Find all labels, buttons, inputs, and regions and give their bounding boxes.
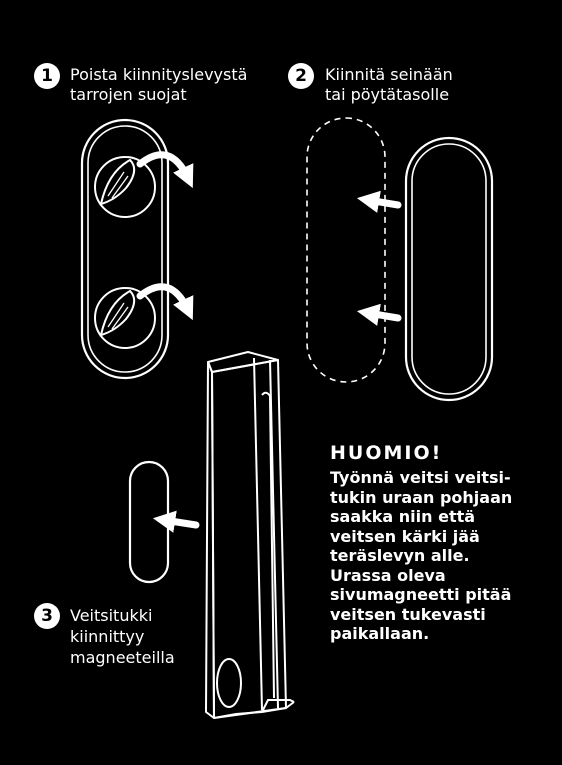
step-2-instruction: Kiinnitä seinään tai pöytätasolle (325, 65, 453, 104)
note-text: Työnnä veitsi veitsi- tukin uraan pohjaan saakka niin että veitsen kärki jää teräslevyn alle. Urassa oleva sivumagneetti pitää veitsen tukevasti paikallaan. (330, 468, 513, 643)
curved-arrow-icon (140, 155, 188, 310)
step-number-badge: 2 (288, 63, 314, 89)
step-number-badge: 1 (34, 63, 60, 89)
step-1-instruction: Poista kiinnityslevystä tarrojen suojat (70, 65, 248, 104)
step-number-badge: 3 (34, 603, 60, 629)
knife-block (206, 352, 294, 718)
step-3-instruction: Veitsitukki kiinnittyy magneeteilla (70, 606, 175, 667)
note-title: HUOMIO! (330, 442, 443, 464)
mount-position-outline (307, 118, 385, 382)
push-arrow-icon (368, 200, 398, 318)
sticker-peel-icon (95, 157, 155, 348)
push-arrow-icon (164, 520, 196, 525)
mounted-plate (406, 138, 492, 400)
